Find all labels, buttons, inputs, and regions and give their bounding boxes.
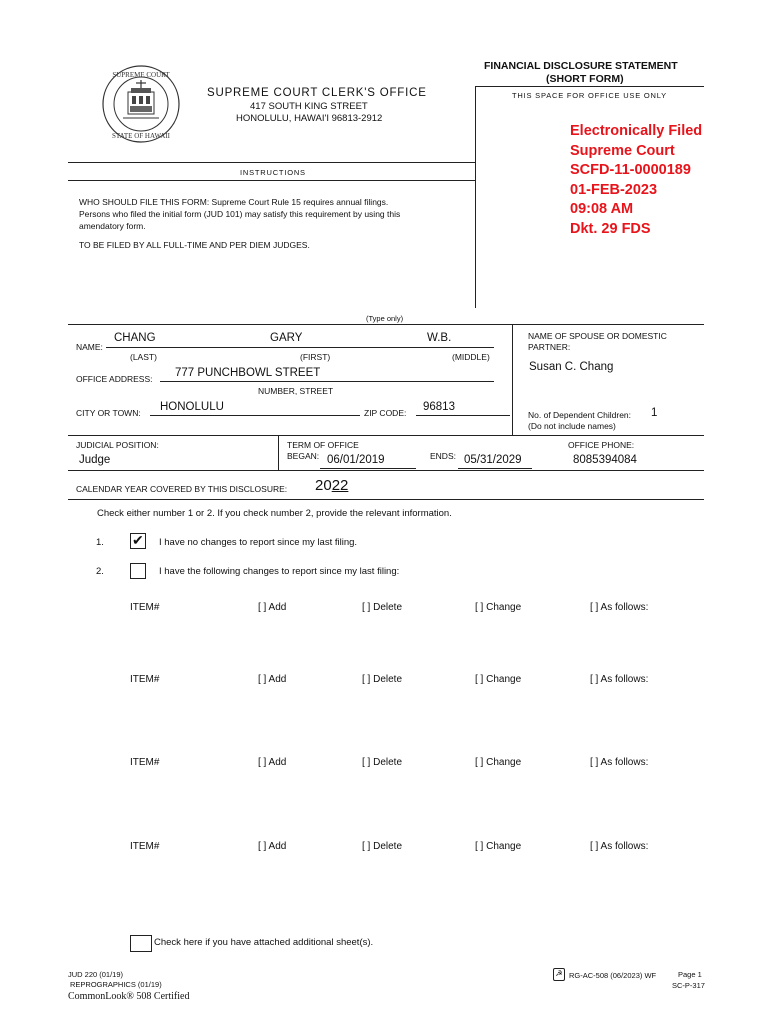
city-field[interactable]: HONOLULU [160,401,224,413]
ends-underline [458,468,532,469]
item-delete-option[interactable]: [ ] Delete [362,674,403,685]
choice-instruction: Check either number 1 or 2. If you check number 2, provide the relevant information. [97,508,452,519]
judicial-position-field[interactable]: Judge [79,454,111,466]
position-top-border [68,435,704,436]
item-label: ITEM# [130,602,160,613]
page-number: Page 1 [678,970,702,979]
instructions-paragraph [79,196,400,232]
option2-number: 2. [96,566,104,577]
item-row [0,602,770,616]
phone-field[interactable]: 8085394084 [573,454,637,466]
instructions-heading: INSTRUCTIONS [240,168,306,177]
item-add-option[interactable]: [ ] Add [258,757,287,768]
efiling-line1: Electronically Filed [570,123,703,139]
dependents-note: (Do not include names) [528,421,616,431]
office-address-line2: HONOLULU, HAWAI'I 96813-2912 [236,113,383,124]
item-add-option[interactable]: [ ] Add [258,841,287,852]
middle-caption: (MIDDLE) [452,352,490,362]
type-only-note: (Type only) [366,314,404,323]
address-caption: NUMBER, STREET [258,386,334,396]
city-underline [150,415,360,416]
first-name-field[interactable]: GARY [270,332,303,344]
option2-checkbox[interactable] [130,563,146,579]
position-divider [278,435,279,471]
item-label: ITEM# [130,674,160,685]
option1-number: 1. [96,537,104,548]
option2-text: I have the following changes to report since my last filing: [159,566,400,577]
first-caption: (FIRST) [300,352,331,362]
reprographics-code: REPROGRAPHICS (01/19) [70,980,162,989]
name-label: NAME: [76,342,103,352]
year-bottom-border [68,499,704,500]
position-bottom-border [68,470,704,471]
last-caption: (LAST) [130,352,157,362]
efiling-line3: SCFD-11-0000189 [570,162,691,178]
efiling-line5: 09:08 AM [570,201,634,217]
year-label: CALENDAR YEAR COVERED BY THIS DISCLOSURE: [76,484,288,494]
item-change-option[interactable]: [ ] Change [475,841,522,852]
ends-field[interactable]: 05/31/2029 [464,454,522,466]
office-use-left-border [475,86,476,308]
instructions-line3: amendatory form. [79,221,146,231]
dependents-label: No. of Dependent Children: [528,410,632,420]
judicial-position-label: JUDICIAL POSITION: [76,440,159,450]
item-row [0,757,770,771]
spouse-column-border [512,324,513,436]
item-add-option[interactable]: [ ] Add [258,674,287,685]
item-row [0,674,770,688]
item-label: ITEM# [130,841,160,852]
term-label: TERM OF OFFICE [287,440,359,450]
option1-checkbox[interactable] [130,533,146,549]
item-change-option[interactable]: [ ] Change [475,757,522,768]
item-delete-option[interactable]: [ ] Delete [362,841,403,852]
item-as-follows-option[interactable]: [ ] As follows: [590,602,649,613]
item-delete-option[interactable]: [ ] Delete [362,602,403,613]
city-label: CITY OR TOWN: [76,408,141,418]
name-underline [106,347,494,348]
office-address-line1: 417 SOUTH KING STREET [250,101,368,112]
form-number: JUD 220 (01/19) [68,970,124,979]
svg-text:STATE OF HAWAII: STATE OF HAWAII [112,132,170,140]
certified-label: CommonLook® 508 Certified [68,991,190,1002]
item-add-option[interactable]: [ ] Add [258,602,287,613]
year-field[interactable] [315,477,348,494]
office-use-label: THIS SPACE FOR OFFICE USE ONLY [512,91,667,100]
attached-sheets-text: Check here if you have attached additional sheet(s). [154,937,374,948]
efiling-line2: Supreme Court [570,142,675,159]
efiling-line6: Dkt. 29 FDS [570,220,651,237]
sc-code: SC-P-317 [672,981,705,990]
spouse-label-line2: PARTNER: [528,342,571,352]
item-delete-option[interactable]: [ ] Delete [362,757,403,768]
zip-label: ZIP CODE: [364,408,407,418]
instructions-line2: Persons who filed the initial form (JUD 101) may satisfy this requirement by using this [79,209,401,219]
spouse-label [528,331,667,353]
svg-text:SUPREME COURT: SUPREME COURT [112,71,170,79]
year-prefix: 20 [315,477,332,494]
spouse-label-line1: NAME OF SPOUSE OR DOMESTIC [528,331,667,341]
began-field[interactable]: 06/01/2019 [327,454,385,466]
instructions-heading-border [68,180,475,181]
item-as-follows-option[interactable]: [ ] As follows: [590,841,649,852]
middle-name-field[interactable]: W.B. [427,332,452,344]
phone-label: OFFICE PHONE: [568,440,635,450]
rg-code: RG-AC-508 (06/2023) WF [569,971,657,980]
filer-section-top-border [68,324,704,325]
instructions-line1: WHO SHOULD FILE THIS FORM: Supreme Court Rule 15 requires annual filings. [79,197,389,207]
year-suffix[interactable]: 22 [331,477,349,494]
zip-underline [416,415,510,416]
checkmark-icon: ✔ [132,532,144,548]
efiling-line4: 01-FEB-2023 [570,181,658,198]
ends-label: ENDS: [430,451,456,461]
accessibility-icon: ☭ [553,968,565,981]
attached-sheets-checkbox[interactable] [130,935,152,952]
form-subtitle: (SHORT FORM) [546,73,624,85]
office-address-label: OFFICE ADDRESS: [76,374,153,384]
form-title: FINANCIAL DISCLOSURE STATEMENT [484,60,678,72]
office-address-field[interactable]: 777 PUNCHBOWL STREET [175,367,321,379]
began-label: BEGAN: [287,451,320,461]
began-underline [320,468,416,469]
instructions-top-border [68,162,475,163]
item-as-follows-option[interactable]: [ ] As follows: [590,757,649,768]
court-seal-icon [101,64,181,144]
last-name-field[interactable]: CHANG [114,332,156,344]
option1-text: I have no changes to report since my last filing. [159,537,358,548]
item-as-follows-option[interactable]: [ ] As follows: [590,674,649,685]
item-row [0,841,770,855]
dependents-field[interactable]: 1 [651,407,658,419]
instructions-who-files: TO BE FILED BY ALL FULL-TIME AND PER DIEM JUDGES. [79,240,310,250]
item-change-option[interactable]: [ ] Change [475,602,522,613]
zip-field[interactable]: 96813 [423,401,455,413]
office-use-top-border [475,86,704,87]
office-name: SUPREME COURT CLERK'S OFFICE [207,87,427,99]
efiling-stamp [570,122,702,239]
item-label: ITEM# [130,757,160,768]
office-address-underline [160,381,494,382]
spouse-field[interactable]: Susan C. Chang [529,361,614,373]
item-change-option[interactable]: [ ] Change [475,674,522,685]
